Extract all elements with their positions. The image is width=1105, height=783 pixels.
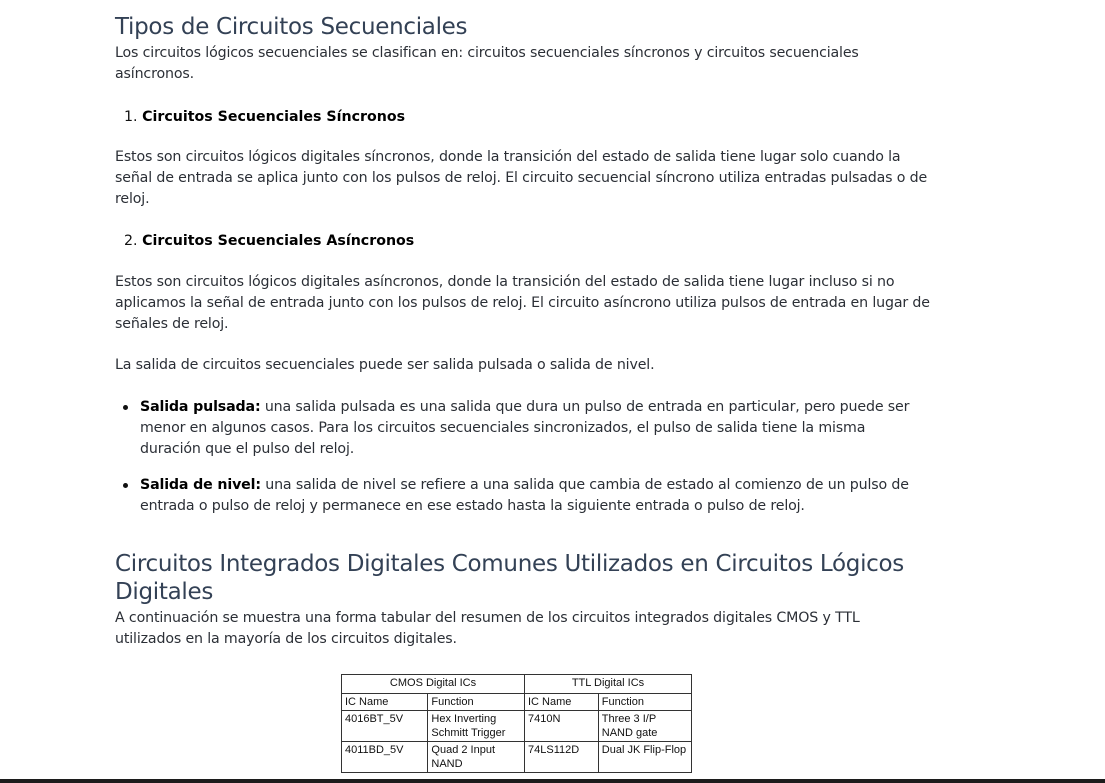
table-column-header-row: [342, 694, 692, 711]
ic-summary-table: [341, 674, 692, 773]
item-number: 1.: [124, 109, 138, 125]
column-header: IC Name: [342, 694, 428, 711]
section-heading-tipos: Tipos de Circuitos Secuenciales: [115, 14, 468, 40]
table-cell: Dual JK Flip-Flop: [598, 742, 691, 773]
table-cell: Hex Inverting Schmitt Trigger: [428, 711, 525, 742]
bullet-term: Salida de nivel:: [140, 477, 261, 493]
numbered-item-sincronos: [124, 107, 405, 128]
numbered-item-asincronos: [124, 231, 414, 252]
table-cell: 7410N: [525, 711, 599, 742]
table-cell: 4011BD_5V: [342, 742, 428, 773]
table-cell: Three 3 I/P NAND gate: [598, 711, 691, 742]
table-cell: Quad 2 Input NAND: [428, 742, 525, 773]
column-header: Function: [598, 694, 691, 711]
asincronos-paragraph: Estos son circuitos lógicos digitales asíncronos, donde la transición del estado de salida tiene lugar incluso si no aplicamos la señal de entrada junto con los pulsos de reloj. El circuito asíncrono utiliza pulsos de entrada en lugar de señales de reloj.: [115, 274, 930, 332]
bullet-salida-nivel: [140, 475, 920, 517]
item-title: Circuitos Secuenciales Síncronos: [142, 109, 406, 125]
bottom-edge-bar: [0, 779, 1105, 783]
column-header: IC Name: [525, 694, 599, 711]
section-heading-ics: Circuitos Integrados Digitales Comunes Utilizados en Circuitos Lógicos Digitales: [115, 551, 904, 605]
table-group-header-row: [342, 675, 692, 694]
ics-intro-paragraph: A continuación se muestra una forma tabular del resumen de los circuitos integrados digitales CMOS y TTL utilizados en la mayoría de los circuitos digitales.: [115, 610, 860, 647]
table-cell: 74LS112D: [525, 742, 599, 773]
sincronos-paragraph: Estos son circuitos lógicos digitales síncronos, donde la transición del estado de salida tiene lugar solo cuando la señal de entrada se aplica junto con los pulsos de reloj. El circuito secuencial síncrono utiliza entradas pulsadas o de reloj.: [115, 149, 928, 207]
column-header: Function: [428, 694, 525, 711]
cmos-group-header: CMOS Digital ICs: [342, 675, 525, 694]
output-intro-paragraph: La salida de circuitos secuenciales puede ser salida pulsada o salida de nivel.: [115, 357, 655, 373]
bullet-text: una salida de nivel se refiere a una salida que cambia de estado al comienzo de un pulso de entrada o pulso de reloj y permanece en ese estado hasta la siguiente entrada o pulso de reloj.: [140, 477, 909, 514]
table-cell: 4016BT_5V: [342, 711, 428, 742]
item-title: Circuitos Secuenciales Asíncronos: [142, 233, 415, 249]
table-row: [342, 711, 692, 742]
bullet-term: Salida pulsada:: [140, 399, 261, 415]
item-number: 2.: [124, 233, 138, 249]
table-row: [342, 742, 692, 773]
bullet-salida-pulsada: [140, 397, 920, 460]
ttl-group-header: TTL Digital ICs: [525, 675, 692, 694]
intro-paragraph: Los circuitos lógicos secuenciales se clasifican en: circuitos secuenciales síncronos y circuitos secuenciales asíncronos.: [115, 45, 859, 82]
bullet-text: una salida pulsada es una salida que dura un pulso de entrada en particular, pero puede ser menor en algunos casos. Para los circuitos secuenciales sincronizados, el pulso de salida tiene la misma duración que el pulso del reloj.: [140, 399, 910, 457]
